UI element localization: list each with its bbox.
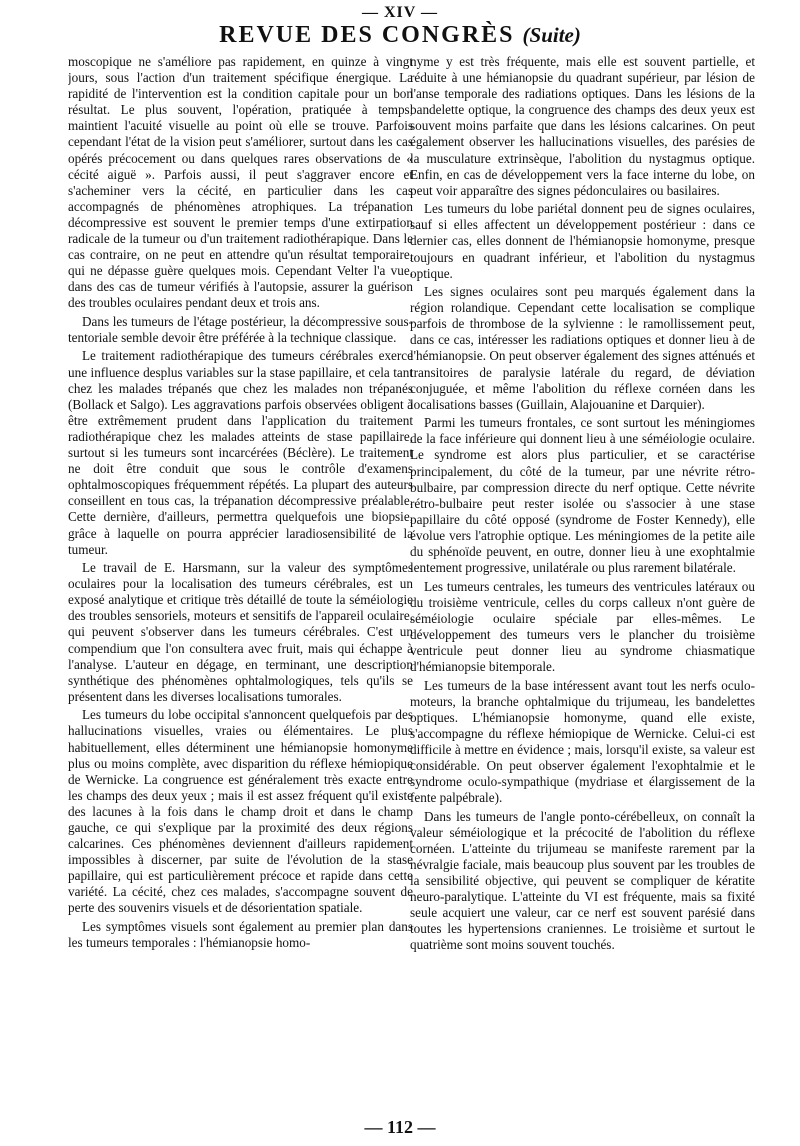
right-column: [410, 54, 755, 1116]
paragraph: Les symptômes visuels sont également au premier plan dans les tumeurs temporales : l'hémianopsie homo-: [68, 918, 413, 951]
paragraph: Les tumeurs du lobe pariétal donnent peu de signes oculaires, sauf si elles affectent un développement postérieur : dans ce dernier cas, elles donnent de l'hémianopsie homonyme, presque toujours en quadrant inférieur, et l'abolition du nystagmus optique.: [410, 201, 755, 281]
paragraph: Le travail de E. Harsmann, sur la valeur des symptômes oculaires pour la localisation des tumeurs cérébrales, est un exposé analytique et critique très détaillé de toute la séméiologie des troubles sensoriels, moteurs et sensitifs de l'appareil oculaire, qui peuvent s'observer dans les tumeurs cérébrales. C'est un compendium que l'on consultera avec fruit, mais qui échappe à l'analyse. L'auteur en dégage, en terminant, une description synthétique des phénomènes ophtalmologiques, tels qu'ils se présentent dans les diverses localisations tumorales.: [68, 560, 413, 704]
page-title-suite: (Suite): [522, 23, 581, 47]
page-title: [0, 22, 800, 49]
paragraph: Les tumeurs centrales, les tumeurs des ventricules latéraux ou du troisième ventricule, celles du corps calleux n'ont guère de séméiologie oculaire spéciale par elles-mêmes. Le développement des tumeurs vers le plancher du troisième ventricule peut donner lieu au syndrome chiasmatique d'hémianopsie bitemporale.: [410, 578, 755, 675]
paragraph: Les signes oculaires sont peu marqués également dans la région rolandique. Cependant cette localisation se complique parfois de thrombose de la sylvienne : le ramollissement peut, dans ce cas, intéresser les radiations optiques et donner lieu à de l'hémianopsie. On peut observer également des signes atténués et transitoires de paralysie latérale du regard, de déviation conjuguée, et même l'abolition du réflexe cornéen dans les localisations basses (Guillain, Alajouanine et Darquier).: [410, 284, 755, 412]
page-number-roman: — XIV —: [361, 4, 439, 21]
left-column: [68, 54, 413, 1116]
paragraph: Dans les tumeurs de l'angle ponto-cérébelleux, on connaît la valeur séméiologique et la précocité de l'abolition du réflexe cornéen. L'atteinte du trijumeau se manifeste rarement par la névralgie faciale, mais beaucoup plus souvent par les troubles de la sensibilité objective, qui peuvent se compliquer de kératite neuro-paralytique. L'atteinte du VI est fréquente, mais sa fixité seule acquiert une valeur, car ce nerf est souvent parésié dans toutes les hypertensions craniennes. Le troisième et surtout le quatrième sont moins souvent touchés.: [410, 808, 755, 953]
paragraph: moscopique ne s'améliore pas rapidement, en quinze à vingt jours, sous l'action d'un traitement spécifique énergique. La rapidité de l'intervention est la condition capitale pour un bon résultat. Le plus souvent, l'opération, pratiquée à temps, maintient l'acuité visuelle au point où elle se trouve. Parfois cependant l'état de la vision peut s'améliorer, surtout dans les cas opérés précocement ou dans quelques rares observations de « cécité aiguë ». Parfois aussi, il peut s'aggraver encore et s'acheminer vers la cécité, en particulier dans les cas accompagnés de phénomènes atrophiques. La trépanation décompressive est souvent le premier temps d'une extirpation radicale de la tumeur ou d'un traitement radiothérapique. Dans le cas contraire, on ne peut en attendre qu'un résultat temporaire, qui ne dépasse guère quelques mois. Cependant Velter l'a vue, dans des cas de tumeur vérifiés à l'autopsie, assurer la guérison des troubles oculaires pendant deux et trois ans.: [68, 54, 413, 311]
paragraph: Le traitement radiothérapique des tumeurs cérébrales exerce une influence desplus variables sur la stase papillaire, et cela tant chez les malades trépanés que chez les malades non trépanés (Bollack et Salgo). Les aggravations parfois observées obligent à être extrêmement prudent dans l'application du traitement radiothérapique chez les malades atteints de stase papillaire, surtout si les tumeurs sont incarcérées (Béclère). Le traitement ne doit être conduit que sous le contrôle d'examens ophtalmoscopiques fréquemment répétés. La plupart des auteurs conseillent en tous cas, la trépanation décompressive préalable. Cette dernière, d'ailleurs, permettra quelquefois une biopsie, grâce à laquelle on pourra apprécier laradiosensibilité de la tumeur.: [68, 348, 413, 557]
page-title-text: REVUE DES CONGRÈS: [219, 22, 515, 48]
paragraph: Les tumeurs du lobe occipital s'annoncent quelquefois par des hallucinations visuelles, vraies ou élémentaires. Le plus habituellement, elles déterminent une hémianopsie homonyme plus ou moins complète, avec disparition du réflexe hémiopique de Wernicke. La congruence est généralement très exacte entre les champs des deux yeux ; mais il est assez fréquent qu'il existe des lacunes à la fois dans le champ droit et dans le champ gauche, ce qui s'explique par la proximité des deux régions calcarines. Ces phénomènes deviennent d'ailleurs rapidement impossibles à discerner, par suite de l'évolution de la stase papillaire, qui est particulièrement précoce et rapide dans cette variété. La cécité, chez ces malades, s'accompagne souvent de perte des souvenirs visuels et de désorientation spatiale.: [68, 707, 413, 916]
paragraph: nyme y est très fréquente, mais elle est souvent partielle, et réduite à une hémianopsie du quadrant supérieur, par lésion de l'anse temporale des radiations optiques. Dans les lésions de la bandelette optique, la congruence des champs des deux yeux est souvent moins parfaite que dans les lésions calcarines. On peut également observer les hallucinations visuelles, des parésies de la musculature extrinsèque, l'abolition du nystagmus optique. Enfin, en cas de développement vers la face interne du lobe, on peut voir apparaître des signes pédonculaires ou basilaires.: [410, 54, 755, 198]
paragraph: Les tumeurs de la base intéressent avant tout les nerfs oculo-moteurs, la branche ophtalmique du trijumeau, les bandelettes optiques. L'hémianopsie homonyme, quand elle existe, s'accompagne du réflexe hémiopique de Wernicke. Celui-ci est difficile à mettre en évidence ; mais, lorsqu'il existe, sa valeur est considérable. On peut observer également l'exophtalmie et le syndrome oculo-sympathique (mydriase et élargissement de la fente palpébrale).: [410, 677, 755, 806]
page-number: — 112 —: [364, 1117, 436, 1137]
paragraph: Dans les tumeurs de l'étage postérieur, la décompressive sous-tentoriale semble devoir être préférée à la technique classique.: [68, 313, 413, 345]
paragraph: Parmi les tumeurs frontales, ce sont surtout les méningiomes de la face inférieure qui donnent lieu à une séméiologie oculaire. Le syndrome est alors plus particulier, et se caractérise principalement, du côté de la tumeur, par une névrite rétro-bulbaire, par compression directe du nerf optique. Cette névrite rétro-bulbaire peut rester isolée ou s'associer à une stase papillaire du côté opposé (syndrome de Foster Kennedy), elle évolue vers l'atrophie optique. Les méningiomes de la petite aile du sphénoïde peuvent, en outre, donner lieu à une exophtalmie lentement progressive, unilatérale ou plus rarement bilatérale.: [410, 415, 755, 576]
